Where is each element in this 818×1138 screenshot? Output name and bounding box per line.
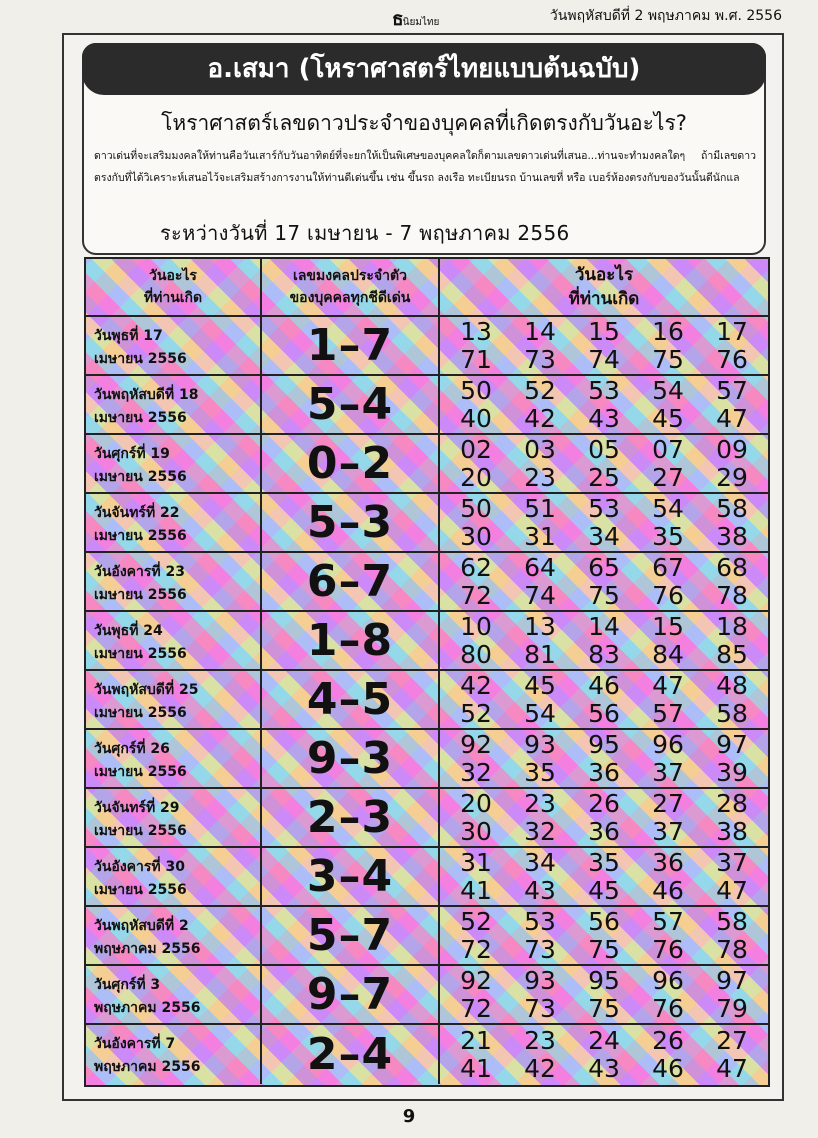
- table-row: [86, 317, 768, 376]
- lucky-number: 76: [652, 934, 684, 964]
- lucky-digits: 4–5: [262, 671, 440, 728]
- lucky-number: 13: [460, 316, 492, 346]
- lucky-digits: 3–4: [262, 848, 440, 905]
- lucky-number: 31: [524, 521, 556, 551]
- birth-day-cell: [86, 1025, 262, 1084]
- birth-day-label: วันอังคารที่ 23: [94, 564, 186, 580]
- lucky-number: 72: [460, 934, 492, 964]
- lucky-digits: 0–2: [262, 435, 440, 492]
- lucky-number-line: [440, 318, 768, 346]
- birth-day-label: วันพฤหัสบดีที่ 18: [94, 387, 199, 403]
- lucky-number: 02: [460, 434, 492, 464]
- lucky-number: 25: [588, 462, 620, 492]
- issue-date: วันพฤหัสบดีที่ 2 พฤษภาคม พ.ศ. 2556: [549, 8, 782, 24]
- birth-day-label: วันศุกร์ที่ 3: [94, 977, 161, 993]
- lucky-number: 76: [652, 580, 684, 610]
- lucky-number: 14: [588, 611, 620, 641]
- lucky-number-line: [440, 790, 768, 818]
- lucky-digits: 2–3: [262, 789, 440, 846]
- birth-day-label: วันพุธที่ 17: [94, 328, 163, 344]
- lucky-number: 58: [716, 906, 748, 936]
- lucky-number: 48: [716, 670, 748, 700]
- birth-date-label: เมษายน 2556: [94, 882, 187, 898]
- lucky-number: 30: [460, 521, 492, 551]
- lucky-number: 27: [716, 1025, 748, 1055]
- lucky-number: 85: [716, 639, 748, 669]
- birth-day-cell: [86, 671, 262, 728]
- lucky-number: 54: [652, 493, 684, 523]
- lucky-number: 72: [460, 580, 492, 610]
- lucky-number: 57: [716, 375, 748, 405]
- birth-day-cell: [86, 789, 262, 846]
- birth-day-label: วันพุธที่ 24: [94, 623, 163, 639]
- lucky-number: 35: [524, 757, 556, 787]
- lucky-number: 50: [460, 375, 492, 405]
- birth-date-label: เมษายน 2556: [94, 469, 187, 485]
- lucky-digits: 5–4: [262, 376, 440, 433]
- lucky-number: 42: [460, 670, 492, 700]
- lucky-number: 53: [588, 493, 620, 523]
- lucky-number: 31: [460, 847, 492, 877]
- lucky-number: 83: [588, 639, 620, 669]
- birth-date-label: เมษายน 2556: [94, 351, 187, 367]
- lucky-numbers-cell: [440, 966, 768, 1023]
- lucky-number: 23: [524, 1025, 556, 1055]
- lucky-number: 37: [652, 757, 684, 787]
- table-header-label: เลขมงคลประจำตัว ของบุคคลทุกชีดีเด่น: [289, 268, 411, 306]
- table-row: [86, 376, 768, 435]
- lucky-number: 07: [652, 434, 684, 464]
- lucky-number: 56: [588, 698, 620, 728]
- lucky-digits: 9–3: [262, 730, 440, 787]
- lucky-numbers-cell: [440, 612, 768, 669]
- lucky-number: 20: [460, 462, 492, 492]
- lucky-number: 93: [524, 965, 556, 995]
- lucky-number-line: [440, 759, 768, 787]
- lucky-digits: 5–7: [262, 907, 440, 964]
- lucky-number: 38: [716, 816, 748, 846]
- lucky-number: 75: [588, 993, 620, 1023]
- birth-day-cell: [86, 730, 262, 787]
- table-row: [86, 789, 768, 848]
- lucky-number: 75: [652, 344, 684, 374]
- lucky-number: 23: [524, 462, 556, 492]
- lucky-number-line: [440, 495, 768, 523]
- lucky-number: 36: [652, 847, 684, 877]
- lucky-number: 95: [588, 965, 620, 995]
- lucky-number: 10: [460, 611, 492, 641]
- lucky-number: 35: [588, 847, 620, 877]
- lucky-number: 29: [716, 462, 748, 492]
- lucky-number: 43: [588, 403, 620, 433]
- lucky-number: 32: [524, 816, 556, 846]
- birth-date-label: พฤษภาคม 2556: [94, 1000, 201, 1016]
- lucky-number-line: [440, 818, 768, 846]
- lucky-digits: 2–4: [262, 1025, 440, 1084]
- lucky-number: 46: [652, 1053, 684, 1083]
- lucky-number-line: [440, 849, 768, 877]
- lucky-number: 95: [588, 729, 620, 759]
- lucky-number-line: [440, 582, 768, 610]
- birth-day-cell: [86, 317, 262, 374]
- lucky-numbers-cell: [440, 907, 768, 964]
- lucky-number: 32: [460, 757, 492, 787]
- date-range: ระหว่างวันที่ 17 เมษายน - 7 พฤษภาคม 2556: [160, 221, 570, 245]
- birth-day-cell: [86, 376, 262, 433]
- lucky-numbers-cell: [440, 1025, 768, 1084]
- lucky-numbers-cell: [440, 376, 768, 433]
- lucky-number: 97: [716, 729, 748, 759]
- lucky-number: 73: [524, 993, 556, 1023]
- lucky-numbers-cell: [440, 494, 768, 551]
- lucky-number: 50: [460, 493, 492, 523]
- lucky-number: 80: [460, 639, 492, 669]
- table-row: [86, 907, 768, 966]
- lucky-numbers-cell: [440, 317, 768, 374]
- lucky-number-line: [440, 877, 768, 905]
- table-grid: [86, 259, 768, 1085]
- birth-date-label: เมษายน 2556: [94, 823, 187, 839]
- lucky-number: 47: [716, 875, 748, 905]
- lucky-number: 76: [716, 344, 748, 374]
- lucky-number: 46: [588, 670, 620, 700]
- lucky-number-line: [440, 995, 768, 1023]
- table-row: [86, 612, 768, 671]
- lucky-number: 27: [652, 788, 684, 818]
- birth-day-cell: [86, 553, 262, 610]
- lucky-numbers-cell: [440, 435, 768, 492]
- lucky-number: 41: [460, 875, 492, 905]
- article-title: อ.เสมา (โหราศาสตร์ไทยแบบต้นฉบับ): [82, 43, 766, 95]
- article-frame: [62, 33, 784, 1101]
- lucky-number: 53: [588, 375, 620, 405]
- lucky-number: 47: [716, 403, 748, 433]
- lucky-number: 57: [652, 698, 684, 728]
- table-row: [86, 848, 768, 907]
- lucky-number: 67: [652, 552, 684, 582]
- lucky-number: 46: [652, 875, 684, 905]
- lucky-numbers-cell: [440, 671, 768, 728]
- lucky-number: 21: [460, 1025, 492, 1055]
- lucky-number: 64: [524, 552, 556, 582]
- lucky-digits: 1–7: [262, 317, 440, 374]
- lucky-number: 81: [524, 639, 556, 669]
- lucky-numbers-cell: [440, 553, 768, 610]
- lucky-number: 73: [524, 934, 556, 964]
- lucky-number: 27: [652, 462, 684, 492]
- lucky-number: 20: [460, 788, 492, 818]
- lucky-number: 36: [588, 757, 620, 787]
- lucky-number: 37: [652, 816, 684, 846]
- birth-day-cell: [86, 966, 262, 1023]
- lucky-number: 05: [588, 434, 620, 464]
- table-header-row: [86, 259, 768, 317]
- lucky-number: 43: [588, 1053, 620, 1083]
- lucky-number-line: [440, 672, 768, 700]
- lucky-number: 24: [588, 1025, 620, 1055]
- lucky-number: 39: [716, 757, 748, 787]
- lucky-number: 52: [460, 698, 492, 728]
- lucky-number: 75: [588, 580, 620, 610]
- lucky-digits: 9–7: [262, 966, 440, 1023]
- lucky-number: 15: [652, 611, 684, 641]
- lucky-number: 42: [524, 403, 556, 433]
- table-row: [86, 553, 768, 612]
- lucky-number-table: [84, 257, 770, 1087]
- lucky-number: 26: [588, 788, 620, 818]
- article-intro: ดาวเด่นที่จะเสริมมงคลให้ท่านคือวันเสาร์กับวันอาทิตย์ที่จะยกให้เป็นพิเศษของบุคคลใดก็ตามเลขดาวเด่นที่เสนอ...ท่านจะทำมงคลใดๆ ถ้ามีเลขดาวตรงกับที่ได้วิเคราะห์เสนอไว้จะเสริมสร้างการงานให้ท่านดีเด่นขึ้น เช่น ขึ้นรถ ลงเรือ ทะเบียนรถ บ้านเลขที่ หรือ เบอร์ห้องตรงกับของวันนั้นดีนักแล: [94, 150, 756, 184]
- table-header-label: วันอะไร ที่ท่านเกิด: [143, 268, 203, 306]
- lucky-number: 58: [716, 493, 748, 523]
- lucky-number: 92: [460, 729, 492, 759]
- lucky-number-line: [440, 464, 768, 492]
- lucky-number: 23: [524, 788, 556, 818]
- birth-day-label: วันศุกร์ที่ 26: [94, 741, 170, 757]
- lucky-number: 52: [524, 375, 556, 405]
- lucky-numbers-cell: [440, 848, 768, 905]
- page-number: 9: [402, 1106, 416, 1127]
- lucky-number: 30: [460, 816, 492, 846]
- birth-date-label: เมษายน 2556: [94, 587, 187, 603]
- birth-date-label: เมษายน 2556: [94, 764, 187, 780]
- birth-day-label: วันอังคารที่ 7: [94, 1036, 176, 1052]
- table-row: [86, 730, 768, 789]
- lucky-number: 78: [716, 934, 748, 964]
- lucky-number-line: [440, 1055, 768, 1083]
- lucky-numbers-cell: [440, 730, 768, 787]
- lucky-number: 17: [716, 316, 748, 346]
- birth-date-label: พฤษภาคม 2556: [94, 941, 201, 957]
- lucky-number: 68: [716, 552, 748, 582]
- lucky-number: 54: [524, 698, 556, 728]
- lucky-number-line: [440, 554, 768, 582]
- table-row: [86, 1025, 768, 1084]
- lucky-number: 79: [716, 993, 748, 1023]
- birth-day-cell: [86, 848, 262, 905]
- lucky-number: 34: [588, 521, 620, 551]
- lucky-number: 38: [716, 521, 748, 551]
- lucky-number: 47: [716, 1053, 748, 1083]
- lucky-number: 34: [524, 847, 556, 877]
- table-row: [86, 494, 768, 553]
- lucky-number: 71: [460, 344, 492, 374]
- lucky-number: 28: [716, 788, 748, 818]
- lucky-number-line: [440, 967, 768, 995]
- lucky-number: 53: [524, 906, 556, 936]
- lucky-number-line: [440, 346, 768, 374]
- lucky-number: 52: [460, 906, 492, 936]
- birth-day-label: วันจันทร์ที่ 29: [94, 800, 180, 816]
- lucky-number-line: [440, 700, 768, 728]
- lucky-number: 41: [460, 1053, 492, 1083]
- article-question: โหราศาสตร์เลขดาวประจำของบุคคลที่เกิดตรงกับวันอะไร?: [161, 111, 687, 135]
- lucky-number: 75: [588, 934, 620, 964]
- lucky-number: 96: [652, 729, 684, 759]
- lucky-number-line: [440, 936, 768, 964]
- birth-date-label: เมษายน 2556: [94, 410, 187, 426]
- birth-day-label: วันพฤหัสบดีที่ 2: [94, 918, 189, 934]
- table-row: [86, 671, 768, 730]
- birth-day-label: วันอังคารที่ 30: [94, 859, 186, 875]
- birth-day-label: วันพฤหัสบดีที่ 25: [94, 682, 199, 698]
- lucky-number: 03: [524, 434, 556, 464]
- lucky-number: 36: [588, 816, 620, 846]
- lucky-number: 78: [716, 580, 748, 610]
- table-header-label: วันอะไร ที่ท่านเกิด: [568, 265, 640, 309]
- lucky-number-line: [440, 405, 768, 433]
- table-row: [86, 435, 768, 494]
- lucky-number: 51: [524, 493, 556, 523]
- table-row: [86, 966, 768, 1025]
- lucky-number: 43: [524, 875, 556, 905]
- lucky-digits: 5–3: [262, 494, 440, 551]
- birth-date-label: เมษายน 2556: [94, 705, 187, 721]
- table-header-cell: [86, 259, 262, 315]
- lucky-number: 72: [460, 993, 492, 1023]
- lucky-digits: 1–8: [262, 612, 440, 669]
- lucky-number: 40: [460, 403, 492, 433]
- lucky-number: 45: [588, 875, 620, 905]
- birth-day-label: วันศุกร์ที่ 19: [94, 446, 170, 462]
- lucky-number: 35: [652, 521, 684, 551]
- lucky-number: 62: [460, 552, 492, 582]
- lucky-number: 18: [716, 611, 748, 641]
- lucky-number: 74: [588, 344, 620, 374]
- lucky-number: 42: [524, 1053, 556, 1083]
- lucky-numbers-cell: [440, 789, 768, 846]
- lucky-digits: 6–7: [262, 553, 440, 610]
- lucky-number: 26: [652, 1025, 684, 1055]
- lucky-number: 65: [588, 552, 620, 582]
- lucky-number: 09: [716, 434, 748, 464]
- lucky-number: 45: [524, 670, 556, 700]
- lucky-number: 97: [716, 965, 748, 995]
- newspaper-logo: ธนิยมไทย: [392, 8, 440, 30]
- article-header: [82, 43, 766, 255]
- lucky-number-line: [440, 641, 768, 669]
- lucky-number-line: [440, 523, 768, 551]
- lucky-number: 74: [524, 580, 556, 610]
- table-header-cell: [262, 259, 440, 315]
- lucky-number: 15: [588, 316, 620, 346]
- lucky-number: 13: [524, 611, 556, 641]
- birth-day-cell: [86, 435, 262, 492]
- lucky-number: 76: [652, 993, 684, 1023]
- lucky-number: 84: [652, 639, 684, 669]
- lucky-number-line: [440, 908, 768, 936]
- lucky-number: 58: [716, 698, 748, 728]
- lucky-number: 16: [652, 316, 684, 346]
- lucky-number: 92: [460, 965, 492, 995]
- birth-day-cell: [86, 494, 262, 551]
- lucky-number: 14: [524, 316, 556, 346]
- lucky-number-line: [440, 613, 768, 641]
- birth-day-cell: [86, 907, 262, 964]
- table-header-cell: [440, 259, 768, 315]
- lucky-number: 56: [588, 906, 620, 936]
- birth-day-cell: [86, 612, 262, 669]
- lucky-number: 73: [524, 344, 556, 374]
- lucky-number-line: [440, 377, 768, 405]
- lucky-number: 47: [652, 670, 684, 700]
- lucky-number-line: [440, 1027, 768, 1055]
- lucky-number-line: [440, 731, 768, 759]
- masthead: [0, 0, 818, 30]
- lucky-number: 96: [652, 965, 684, 995]
- lucky-number: 57: [652, 906, 684, 936]
- birth-date-label: พฤษภาคม 2556: [94, 1059, 201, 1075]
- lucky-number: 45: [652, 403, 684, 433]
- lucky-number: 37: [716, 847, 748, 877]
- birth-date-label: เมษายน 2556: [94, 646, 187, 662]
- lucky-number-line: [440, 436, 768, 464]
- lucky-number: 93: [524, 729, 556, 759]
- birth-date-label: เมษายน 2556: [94, 528, 187, 544]
- lucky-number: 54: [652, 375, 684, 405]
- birth-day-label: วันจันทร์ที่ 22: [94, 505, 180, 521]
